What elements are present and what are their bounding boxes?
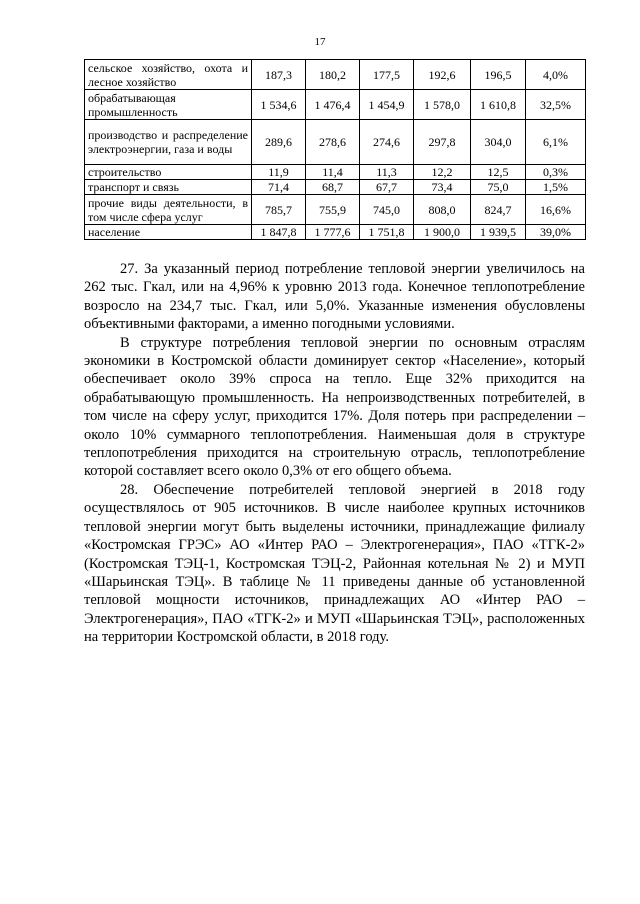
cell-value: 1 900,0 xyxy=(414,225,471,240)
table-row xyxy=(85,165,586,180)
cell-value: 180,2 xyxy=(306,60,360,90)
cell-value: 1 578,0 xyxy=(414,90,471,120)
cell-share: 0,3% xyxy=(526,165,586,180)
cell-value: 824,7 xyxy=(471,195,526,225)
cell-value: 192,6 xyxy=(414,60,471,90)
cell-share: 16,6% xyxy=(526,195,586,225)
cell-value: 1 610,8 xyxy=(471,90,526,120)
cell-value: 1 777,6 xyxy=(306,225,360,240)
cell-value: 1 534,6 xyxy=(252,90,306,120)
cell-value: 304,0 xyxy=(471,120,526,165)
row-label: прочие виды деятельности, в том числе сфера услуг xyxy=(85,195,252,225)
cell-value: 196,5 xyxy=(471,60,526,90)
cell-value: 187,3 xyxy=(252,60,306,90)
row-label: обрабатывающая промышленность xyxy=(85,90,252,120)
cell-value: 71,4 xyxy=(252,180,306,195)
cell-value: 1 939,5 xyxy=(471,225,526,240)
cell-value: 75,0 xyxy=(471,180,526,195)
row-label: строительство xyxy=(85,165,252,180)
cell-value: 745,0 xyxy=(360,195,414,225)
table-row xyxy=(85,90,586,120)
cell-value: 297,8 xyxy=(414,120,471,165)
cell-value: 1 847,8 xyxy=(252,225,306,240)
row-label: сельское хозяйство, охота и лесное хозяйство xyxy=(85,60,252,90)
cell-value: 11,9 xyxy=(252,165,306,180)
row-label: производство и распределение электроэнергии, газа и воды xyxy=(85,120,252,165)
paragraph: 28. Обеспечение потребителей тепловой энергией в 2018 году осуществлялось от 905 источников. В числе наиболее крупных источников тепловой энергии могут быть выделены источники, принадлежащие филиалу «Костромская ГРЭС» АО «Интер РАО – Электрогенерация», ПАО «ТГК-2» (Костромская ТЭЦ-1, Костромская ТЭЦ-2, Районная котельная № 2) и МУП «Шарьинская ТЭЦ». В таблице № 11 приведены данные об установленной тепловой мощности источников, принадлежащих АО «Интер РАО – Электрогенерация», ПАО «ТГК-2» и МУП «Шарьинская ТЭЦ», расположенных на территории Костромской области, в 2018 году. xyxy=(84,481,585,646)
paragraph: 27. За указанный период потребление тепловой энергии увеличилось на 262 тыс. Гкал, или на 4,96% к уровню 2013 года. Конечное теплопотребление возросло на 234,7 тыс. Гкал, или 5,0%. Указанные изменения обусловлены объективными факторами, а именно погодными условиями. xyxy=(84,261,585,333)
table-row xyxy=(85,60,586,90)
body-text xyxy=(84,260,585,647)
cell-value: 73,4 xyxy=(414,180,471,195)
cell-share: 1,5% xyxy=(526,180,586,195)
cell-share: 32,5% xyxy=(526,90,586,120)
cell-value: 1 454,9 xyxy=(360,90,414,120)
cell-value: 274,6 xyxy=(360,120,414,165)
cell-value: 1 751,8 xyxy=(360,225,414,240)
cell-value: 755,9 xyxy=(306,195,360,225)
heat-consumption-table xyxy=(84,59,586,240)
cell-value: 68,7 xyxy=(306,180,360,195)
table-row xyxy=(85,120,586,165)
cell-value: 785,7 xyxy=(252,195,306,225)
row-label: население xyxy=(85,225,252,240)
cell-value: 289,6 xyxy=(252,120,306,165)
cell-value: 11,4 xyxy=(306,165,360,180)
cell-value: 12,2 xyxy=(414,165,471,180)
cell-share: 4,0% xyxy=(526,60,586,90)
cell-value: 177,5 xyxy=(360,60,414,90)
cell-share: 6,1% xyxy=(526,120,586,165)
table-row xyxy=(85,225,586,240)
cell-value: 1 476,4 xyxy=(306,90,360,120)
cell-value: 808,0 xyxy=(414,195,471,225)
table-row xyxy=(85,180,586,195)
paragraph: В структуре потребления тепловой энергии по основным отраслям экономики в Костромской области доминирует сектор «Население», который обеспечивает около 39% спроса на тепло. Еще 32% приходится на обрабатывающую промышленность. На непроизводственных потребителей, в том числе на сферу услуг, приходится 17%. Доля потерь при распределении – около 10% суммарного теплопотребления. Наименьшая доля в структуре теплопотребления приходится на строительную отрасль, теплопотребление которой составляет всего около 0,3% от его общего объема. xyxy=(84,334,585,480)
cell-value: 278,6 xyxy=(306,120,360,165)
cell-value: 11,3 xyxy=(360,165,414,180)
page-number: 17 xyxy=(314,36,326,48)
cell-share: 39,0% xyxy=(526,225,586,240)
row-label: транспорт и связь xyxy=(85,180,252,195)
table-row xyxy=(85,195,586,225)
cell-value: 67,7 xyxy=(360,180,414,195)
cell-value: 12,5 xyxy=(471,165,526,180)
